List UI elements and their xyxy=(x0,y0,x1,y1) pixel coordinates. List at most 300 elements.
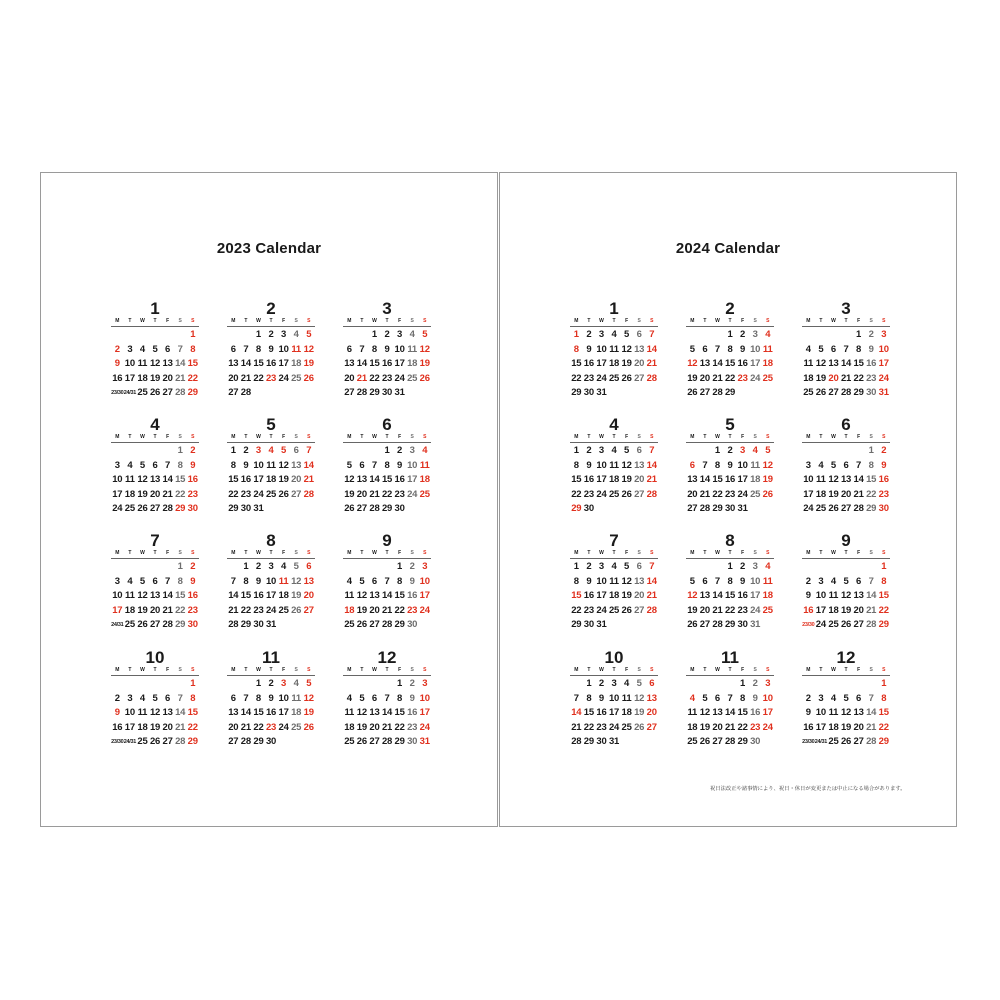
day-cell xyxy=(686,328,699,343)
day-cell xyxy=(633,735,646,750)
month-number: 12 xyxy=(377,648,397,667)
day-cell: 25 xyxy=(608,488,620,500)
week-row xyxy=(802,444,890,459)
month-block xyxy=(343,300,431,400)
day-cell: 12 xyxy=(621,575,632,587)
day-cell: 26 xyxy=(344,503,355,515)
day-cell xyxy=(381,677,394,692)
day-cell: 7 xyxy=(165,459,171,471)
day-cell: 16 xyxy=(112,372,123,384)
day-cell: 22 xyxy=(571,372,582,384)
week-row xyxy=(570,459,658,474)
week-row xyxy=(111,560,199,575)
week-row xyxy=(343,386,431,401)
day-cell: 27 xyxy=(828,387,839,399)
day-cell: 18 xyxy=(828,721,839,733)
weekday-label: S xyxy=(753,434,757,440)
day-cell: 26 xyxy=(291,604,302,616)
weekday-label: T xyxy=(244,667,248,673)
week-row xyxy=(111,575,199,590)
day-cell: 29 xyxy=(878,736,889,748)
day-cell: 27 xyxy=(369,736,380,748)
day-cell: 17 xyxy=(750,358,761,370)
day-cell: 24 xyxy=(419,604,430,616)
day-cell: 7 xyxy=(177,692,183,704)
day-cell: 11 xyxy=(125,474,135,486)
weekday-label: W xyxy=(599,667,604,673)
day-cell: 9 xyxy=(409,692,415,704)
day-cell: 13 xyxy=(634,459,645,471)
weekday-label: S xyxy=(650,318,654,324)
day-cell xyxy=(570,677,583,692)
day-cell: 23/30 xyxy=(111,739,124,746)
day-cell xyxy=(240,677,253,692)
day-cell: 8 xyxy=(177,575,183,587)
month-block xyxy=(111,416,199,516)
day-cell: 27 xyxy=(699,387,710,399)
month-days xyxy=(686,328,774,401)
day-cell: 24 xyxy=(750,604,761,616)
day-cell: 15 xyxy=(228,474,239,486)
week-row xyxy=(802,560,890,575)
holiday-note: 祝日法改正や諸事情により、祝日・休日が変更または中止になる場合があります。 xyxy=(710,786,906,792)
day-cell: 30 xyxy=(596,736,607,748)
day-cell: 29 xyxy=(571,503,582,515)
day-cell: 22 xyxy=(853,372,864,384)
day-cell: 12 xyxy=(621,343,632,355)
weekday-label: F xyxy=(625,318,629,324)
day-cell: 5 xyxy=(281,445,287,456)
day-cell: 9 xyxy=(586,575,592,587)
day-cell xyxy=(840,444,853,459)
day-cell xyxy=(815,444,828,459)
day-cell: 16 xyxy=(240,474,251,486)
week-row xyxy=(111,706,199,721)
day-cell: 28 xyxy=(381,619,393,631)
day-cell: 21 xyxy=(228,604,239,616)
day-cell: 31 xyxy=(419,736,430,748)
day-cell: 10 xyxy=(815,707,826,719)
day-cell: 30 xyxy=(407,736,418,748)
weekday-label: F xyxy=(398,434,402,440)
day-cell: 9 xyxy=(190,459,196,471)
month-days xyxy=(686,677,774,750)
day-cell: 6 xyxy=(165,343,171,355)
day-cell: 30 xyxy=(866,387,877,399)
day-cell xyxy=(645,502,658,517)
week-row xyxy=(227,618,315,633)
day-cell: 26 xyxy=(699,736,710,748)
week-row xyxy=(686,502,774,517)
week-row xyxy=(111,677,199,692)
day-cell: 5 xyxy=(818,343,824,355)
day-cell xyxy=(761,386,774,401)
day-cell: 9 xyxy=(255,575,261,587)
day-cell xyxy=(356,560,369,575)
weekday-label: T xyxy=(360,550,364,556)
day-cell: 8 xyxy=(727,343,733,355)
day-cell: 11 xyxy=(828,590,839,602)
weekday-label: T xyxy=(819,318,823,324)
day-cell xyxy=(827,677,840,692)
day-cell: 12 xyxy=(621,459,632,471)
month-block xyxy=(227,532,315,632)
day-cell: 25 xyxy=(265,488,277,500)
day-cell: 29 xyxy=(394,736,405,748)
day-cell: 2 xyxy=(190,445,196,456)
day-cell: 18 xyxy=(137,372,148,384)
day-cell: 2 xyxy=(598,678,604,689)
weekday-label: S xyxy=(294,318,298,324)
day-cell: 9 xyxy=(586,459,592,471)
week-row xyxy=(802,677,890,692)
day-cell: 14 xyxy=(162,474,173,486)
day-cell: 12 xyxy=(137,474,148,486)
day-cell: 15 xyxy=(253,358,264,370)
day-cell: 29 xyxy=(394,619,405,631)
day-cell: 19 xyxy=(303,707,314,719)
week-row xyxy=(343,459,431,474)
day-cell: 28 xyxy=(162,619,173,631)
day-cell: 2 xyxy=(114,343,120,355)
day-cell: 21 xyxy=(369,488,380,500)
weekday-label: S xyxy=(307,318,311,324)
weekday-label: T xyxy=(612,550,616,556)
month-number: 10 xyxy=(604,648,624,667)
day-cell: 19 xyxy=(687,372,698,384)
day-cell: 10 xyxy=(419,692,430,704)
day-cell: 4 xyxy=(127,575,133,587)
day-cell: 21 xyxy=(175,372,186,384)
day-cell: 7 xyxy=(714,343,720,355)
week-row xyxy=(111,357,199,372)
day-cell: 15 xyxy=(240,590,251,602)
day-cell: 8 xyxy=(255,343,261,355)
day-cell: 23/30 xyxy=(802,739,815,746)
month-block xyxy=(227,649,315,749)
day-cell: 15 xyxy=(724,358,736,370)
day-cell: 8 xyxy=(384,459,390,471)
weekday-label: W xyxy=(831,667,836,673)
day-cell: 28 xyxy=(175,387,186,399)
day-cell: 17 xyxy=(878,358,889,370)
day-cell: 22 xyxy=(175,488,186,500)
week-row xyxy=(227,604,315,619)
weekday-label: T xyxy=(612,667,616,673)
day-cell xyxy=(343,677,356,692)
day-cell: 21 xyxy=(866,721,877,733)
day-cell: 19 xyxy=(303,358,314,370)
day-cell: 1 xyxy=(586,678,592,689)
day-cell xyxy=(277,502,290,517)
day-cell: 4 xyxy=(293,678,299,689)
day-cell: 4 xyxy=(818,459,824,471)
weekday-label: F xyxy=(282,550,286,556)
day-cell: 1 xyxy=(371,329,377,340)
day-cell xyxy=(290,386,303,401)
day-cell: 9 xyxy=(868,343,874,355)
weekday-label: F xyxy=(741,318,745,324)
day-cell xyxy=(595,502,608,517)
day-cell: 26 xyxy=(762,488,773,500)
day-cell: 3 xyxy=(114,575,120,587)
day-cell: 10 xyxy=(124,358,135,370)
day-cell: 10 xyxy=(878,343,889,355)
weekday-header xyxy=(343,666,431,676)
weekday-label: S xyxy=(423,550,427,556)
day-cell: 27 xyxy=(149,503,161,515)
day-cell: 20 xyxy=(369,604,380,616)
week-row xyxy=(227,328,315,343)
day-cell: 11 xyxy=(803,358,814,370)
day-cell: 13 xyxy=(853,590,864,602)
day-cell: 26 xyxy=(621,488,632,500)
weekday-label: T xyxy=(385,318,389,324)
weekday-label: F xyxy=(625,434,629,440)
day-cell: 11 xyxy=(687,707,698,719)
day-cell: 28 xyxy=(712,387,723,399)
month-block xyxy=(570,416,658,516)
day-cell: 7 xyxy=(649,445,655,456)
weekday-label: S xyxy=(650,550,654,556)
month-days xyxy=(111,328,199,401)
day-cell xyxy=(840,328,853,343)
day-cell: 15 xyxy=(187,358,198,370)
day-cell: 14 xyxy=(646,459,657,471)
day-cell: 15 xyxy=(878,707,889,719)
day-cell: 12 xyxy=(291,575,302,587)
day-cell: 8 xyxy=(868,459,874,471)
day-cell: 3 xyxy=(598,561,604,572)
day-cell: 19 xyxy=(828,488,839,500)
weekday-label: M xyxy=(115,667,120,673)
week-row xyxy=(802,735,890,750)
day-cell: 1 xyxy=(177,561,183,572)
month-block xyxy=(686,416,774,516)
day-cell xyxy=(136,560,149,575)
day-cell: 31 xyxy=(750,619,761,631)
day-cell: 22 xyxy=(240,604,251,616)
day-cell xyxy=(406,386,419,401)
day-cell: 2 xyxy=(586,561,592,572)
day-cell: 15 xyxy=(394,590,405,602)
day-cell: 15 xyxy=(175,590,186,602)
day-cell: 20 xyxy=(853,604,864,616)
day-cell: 18 xyxy=(419,474,430,486)
weekday-label: T xyxy=(244,434,248,440)
day-cell: 9 xyxy=(586,343,592,355)
day-cell xyxy=(620,618,633,633)
weekday-label: F xyxy=(741,550,745,556)
day-cell: 2 xyxy=(881,445,887,456)
day-cell: 1 xyxy=(868,445,874,456)
day-cell: 27 xyxy=(840,503,852,515)
day-cell: 18 xyxy=(407,358,418,370)
day-cell: 24 xyxy=(815,619,826,631)
day-cell: 13 xyxy=(687,474,698,486)
day-cell: 4 xyxy=(611,445,617,456)
day-cell: 29 xyxy=(737,736,748,748)
day-cell: 4 xyxy=(346,692,352,704)
day-cell: 21 xyxy=(571,721,582,733)
day-cell: 24 xyxy=(878,372,889,384)
month-block xyxy=(570,532,658,632)
day-cell: 10 xyxy=(750,343,761,355)
weekday-header xyxy=(686,433,774,443)
day-cell: 11 xyxy=(609,343,619,355)
weekday-label: F xyxy=(625,550,629,556)
day-cell: 20 xyxy=(291,474,302,486)
day-cell: 10 xyxy=(394,343,405,355)
day-cell: 25 xyxy=(608,604,620,616)
day-cell: 18 xyxy=(608,474,620,486)
day-cell: 15 xyxy=(253,707,264,719)
day-cell: 17 xyxy=(407,474,418,486)
day-cell: 23 xyxy=(187,604,198,616)
day-cell: 15 xyxy=(737,707,748,719)
day-cell: 1 xyxy=(714,445,720,456)
calendar-page-2023 xyxy=(40,172,498,827)
day-cell: 14 xyxy=(356,358,367,370)
day-cell: 8 xyxy=(573,343,579,355)
day-cell: 1 xyxy=(740,678,746,689)
month-number: 3 xyxy=(382,299,392,318)
weekday-label: S xyxy=(178,550,182,556)
weekday-label: T xyxy=(385,667,389,673)
day-cell xyxy=(124,677,137,692)
day-cell: 13 xyxy=(291,459,302,471)
day-cell: 5 xyxy=(702,692,708,704)
week-row xyxy=(686,692,774,707)
day-cell: 20 xyxy=(228,721,239,733)
day-cell: 27 xyxy=(853,619,864,631)
month-number: 2 xyxy=(725,299,735,318)
day-cell: 10 xyxy=(112,590,123,602)
weekday-label: T xyxy=(153,550,157,556)
day-cell: 21 xyxy=(162,488,173,500)
day-cell xyxy=(302,618,315,633)
day-cell: 7 xyxy=(856,459,862,471)
day-cell: 29 xyxy=(253,736,264,748)
day-cell: 3 xyxy=(127,343,133,355)
day-cell xyxy=(356,328,369,343)
day-cell xyxy=(827,560,840,575)
day-cell: 22 xyxy=(712,488,723,500)
day-cell: 8 xyxy=(573,459,579,471)
day-cell: 29 xyxy=(583,736,594,748)
weekday-label: M xyxy=(806,318,811,324)
week-row xyxy=(111,343,199,358)
day-cell: 12 xyxy=(687,590,698,602)
day-cell xyxy=(227,328,240,343)
day-cell: 12 xyxy=(419,343,430,355)
week-row xyxy=(570,444,658,459)
weekday-label: F xyxy=(398,667,402,673)
week-row xyxy=(686,372,774,387)
week-row xyxy=(570,473,658,488)
day-cell: 21 xyxy=(712,372,723,384)
week-row xyxy=(570,735,658,750)
week-row xyxy=(111,589,199,604)
day-cell: 24 xyxy=(596,604,607,616)
day-cell: 9 xyxy=(384,343,390,355)
day-cell: 13 xyxy=(149,590,161,602)
week-row xyxy=(570,488,658,503)
day-cell: 20 xyxy=(356,488,367,500)
day-cell: 9 xyxy=(114,707,120,719)
month-number: 11 xyxy=(262,648,280,667)
day-cell: 3 xyxy=(752,329,758,340)
weekday-label: S xyxy=(882,667,886,673)
weekday-header xyxy=(227,433,315,443)
day-cell: 12 xyxy=(840,707,852,719)
day-cell xyxy=(761,735,774,750)
month-block xyxy=(570,649,658,749)
month-days xyxy=(802,444,890,517)
day-cell: 20 xyxy=(828,372,839,384)
day-cell: 18 xyxy=(344,604,355,616)
day-cell: 31 xyxy=(394,387,405,399)
day-cell: 3 xyxy=(255,445,261,456)
day-cell: 14 xyxy=(866,707,877,719)
day-cell: 31 xyxy=(737,503,748,515)
day-cell xyxy=(645,735,658,750)
month-days xyxy=(343,444,431,517)
weekday-label: T xyxy=(269,667,273,673)
day-cell: 4 xyxy=(765,561,771,572)
day-cell xyxy=(802,560,815,575)
day-cell xyxy=(343,328,356,343)
weekday-label: F xyxy=(282,318,286,324)
day-cell: 3 xyxy=(397,329,403,340)
day-cell: 5 xyxy=(830,459,836,471)
weekday-label: F xyxy=(398,318,402,324)
day-cell xyxy=(277,735,290,750)
day-cell: 5 xyxy=(624,329,630,340)
day-cell: 28 xyxy=(646,488,657,500)
day-cell: 17 xyxy=(112,488,123,500)
day-cell: 8 xyxy=(856,343,862,355)
weekday-label: T xyxy=(587,550,591,556)
day-cell: 14 xyxy=(303,459,314,471)
weekday-label: W xyxy=(372,434,377,440)
day-cell: 24 xyxy=(278,721,289,733)
day-cell: 16 xyxy=(187,590,198,602)
weekday-label: S xyxy=(294,550,298,556)
day-cell: 13 xyxy=(369,707,380,719)
day-cell: 13 xyxy=(162,358,173,370)
weekday-header xyxy=(227,666,315,676)
day-cell: 1 xyxy=(177,445,183,456)
day-cell: 19 xyxy=(621,590,632,602)
day-cell: 25 xyxy=(687,736,698,748)
day-cell: 25 xyxy=(278,604,289,616)
week-row xyxy=(111,386,199,401)
month-days xyxy=(802,677,890,750)
day-cell: 4 xyxy=(830,575,836,587)
day-cell: 5 xyxy=(139,459,145,471)
week-row xyxy=(570,328,658,343)
day-cell: 6 xyxy=(152,459,158,471)
day-cell: 2 xyxy=(586,329,592,340)
month-days xyxy=(343,560,431,633)
day-cell: 20 xyxy=(634,474,645,486)
page-title: 2023 Calendar xyxy=(216,240,322,257)
weekday-label: M xyxy=(347,667,352,673)
week-row xyxy=(111,604,199,619)
week-row xyxy=(570,706,658,721)
day-cell: 8 xyxy=(243,575,249,587)
